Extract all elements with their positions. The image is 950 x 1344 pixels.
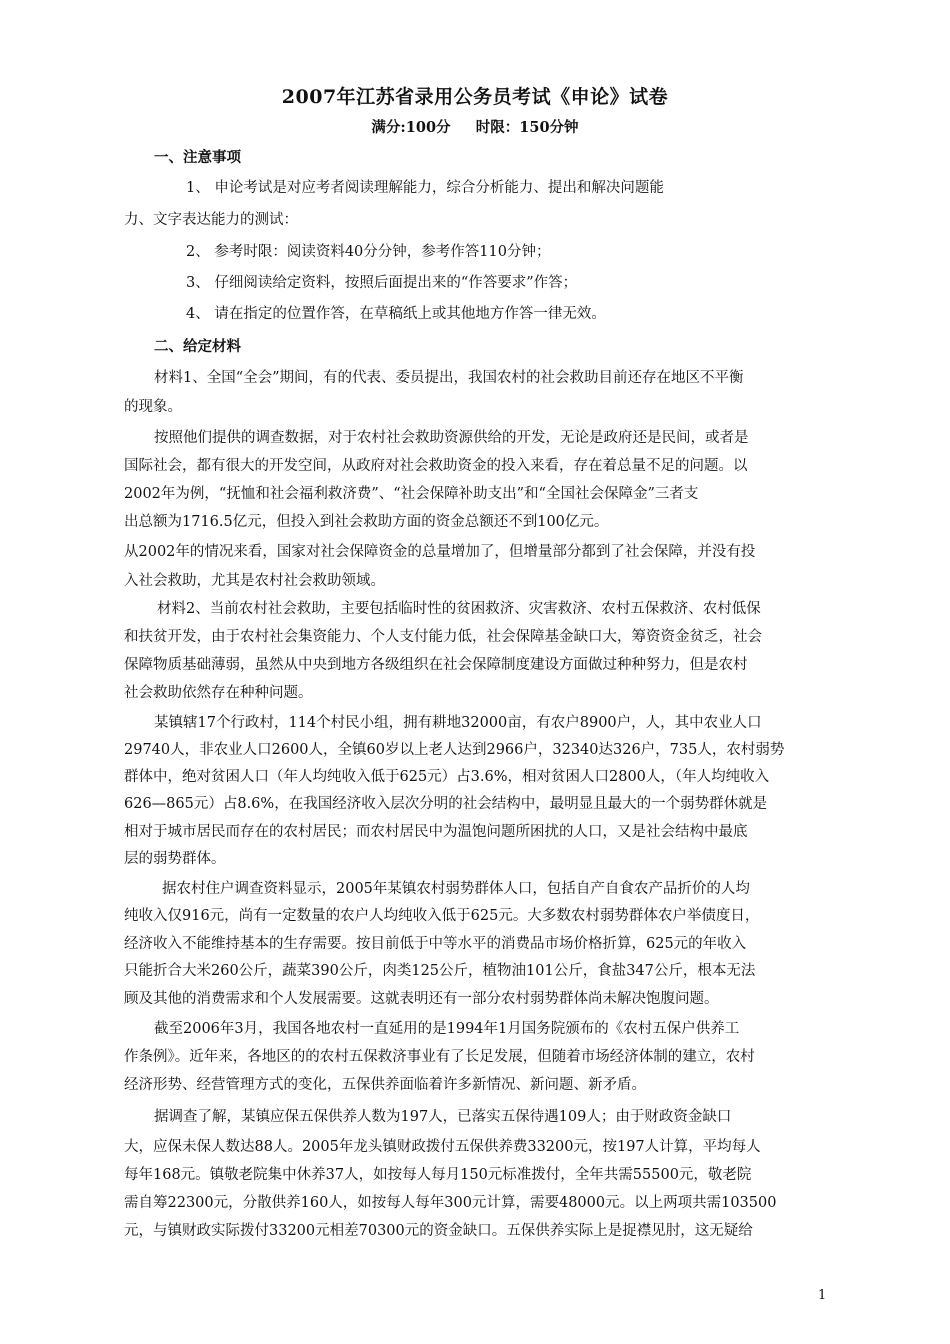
text-line: 4、 请在指定的位置作答，在草稿纸上或其他地方作答一律无效。 bbox=[186, 306, 606, 322]
text-line: 顾及其他的消费需求和个人发展需要。这就表明还有一部分农村弱势群体尚未解决饱腹问题。 bbox=[124, 991, 719, 1007]
text-line: 群体中，绝对贫困人口（年人均纯收入低于625元）占3.6%，相对贫困人口2800人，（年人均纯收入 bbox=[124, 769, 770, 785]
text-line: 按照他们提供的调查数据，对于农村社会救助资源供给的开发，无论是政府还是民间，或者是 bbox=[154, 430, 749, 446]
text-line: 3、 仔细阅读给定资料，按照后面提出来的“作答要求”作答； bbox=[186, 275, 578, 291]
text-line: 材料1、全国“全会”期间，有的代表、委员提出，我国农村的社会救助目前还存在地区不平衡 bbox=[154, 370, 744, 386]
text-line: 每年168元。镇敬老院集中休养37人，如按每人每月150元标准拨付，全年共需55500元，敬老院 bbox=[124, 1167, 752, 1183]
text-line: 2、 参考时限：阅读资料40分分钟，参考作答110分钟； bbox=[186, 244, 551, 260]
text-line: 材料2、当前农村社会救助，主要包括临时性的贫困救济、灾害救济、农村五保救济、农村低保 bbox=[157, 601, 761, 617]
text-line: 元，与镇财政实际拨付33200元相差70300元的资金缺口。五保供养实际上是捉襟见肘，这无疑给 bbox=[124, 1223, 753, 1239]
text-line: 的现象。 bbox=[124, 399, 182, 415]
text-line: 经济形势、经营管理方式的变化，五保供养面临着许多新情况、新问题、新矛盾。 bbox=[124, 1077, 646, 1093]
text-line: 纯收入仅916元，尚有一定数量的农户人均纯收入低于625元。大多数农村弱势群体农户举债度日， bbox=[124, 908, 760, 924]
text-line: 入社会救助，尤其是农村社会救助领域。 bbox=[124, 573, 385, 589]
text-line: 力、文字表达能力的测试： bbox=[124, 212, 298, 228]
text-line: 只能折合大米260公斤，蔬菜390公斤，肉类125公斤，植物油101公斤，食盐347公斤，根本无法 bbox=[124, 963, 756, 979]
text-line: 据农村住户调查资料显示，2005年某镇农村弱势群体人口，包括自产自食农产品折价的人均 bbox=[162, 881, 750, 897]
text-line: 社会救助依然存在种种问题。 bbox=[124, 685, 313, 701]
text-line: 2002年为例，“抚恤和社会福利救济费”、“社会保障补助支出”和“全国社会保障金”三者支 bbox=[124, 486, 699, 502]
section-heading-notes: 一、注意事项 bbox=[154, 149, 241, 166]
page-number: 1 bbox=[818, 1288, 827, 1303]
section-heading-materials: 二、给定材料 bbox=[154, 338, 241, 355]
text-line: 出总额为1716.5亿元，但投入到社会救助方面的资金总额还不到100亿元。 bbox=[124, 514, 609, 530]
text-line: 29740人，非农业人口2600人，全镇60岁以上老人达到2966户，32340达326户，735人，农村弱势 bbox=[124, 742, 785, 758]
text-line: 保障物质基础薄弱，虽然从中央到地方各级组织在社会保障制度建设方面做过种种努力，但是农村 bbox=[124, 657, 748, 673]
text-line: 1、 申论考试是对应考者阅读理解能力，综合分析能力、提出和解决问题能 bbox=[186, 180, 664, 196]
text-line: 截至2006年3月，我国各地农村一直延用的是1994年1月国务院颁布的《农村五保户供养工 bbox=[154, 1021, 740, 1037]
text-line: 相对于城市居民而存在的农村居民；而农村居民中为温饱问题所困扰的人口，又是社会结构中最底 bbox=[124, 824, 748, 840]
text-line: 大，应保未保人数达88人。2005年龙头镇财政拨付五保供养费33200元，按197人计算，平均每人 bbox=[124, 1139, 761, 1155]
text-line: 和扶贫开发，由于农村社会集资能力、个人支付能力低，社会保障基金缺口大，筹资资金贫乏，社会 bbox=[124, 629, 762, 645]
document-subtitle: 满分:100分 时限：150分钟 bbox=[371, 119, 579, 136]
text-line: 作条例》。近年来，各地区的的农村五保救济事业有了长足发展，但随着市场经济体制的建立，农村 bbox=[124, 1049, 755, 1065]
text-line: 经济收入不能维持基本的生存需要。按目前低于中等水平的消费品市场价格折算，625元的年收入 bbox=[124, 936, 747, 952]
text-line: 626—865元）占8.6%，在我国经济收入层次分明的社会结构中，最明显且最大的一个弱势群休就是 bbox=[124, 796, 768, 812]
text-line: 需自筹22300元，分散供养160人，如按每人每年300元计算，需要48000元。以上两项共需103500 bbox=[124, 1195, 777, 1211]
text-line: 从2002年的情况来看，国家对社会保障资金的总量增加了，但增量部分都到了社会保障，并没有投 bbox=[124, 544, 756, 560]
text-line: 某镇辖17个行政村，114个村民小组，拥有耕地32000亩，有农户8900户，人，其中农业人口 bbox=[154, 715, 762, 731]
document-title: 2007年江苏省录用公务员考试《申论》试卷 bbox=[281, 86, 669, 108]
text-line: 据调查了解，某镇应保五保供养人数为197人，已落实五保待遇109人；由于财政资金缺口 bbox=[154, 1109, 732, 1125]
text-line: 层的弱势群体。 bbox=[124, 851, 226, 867]
text-line: 国际社会，都有很大的开发空间，从政府对社会救助资金的投入来看，存在着总量不足的问题。以 bbox=[124, 458, 748, 474]
